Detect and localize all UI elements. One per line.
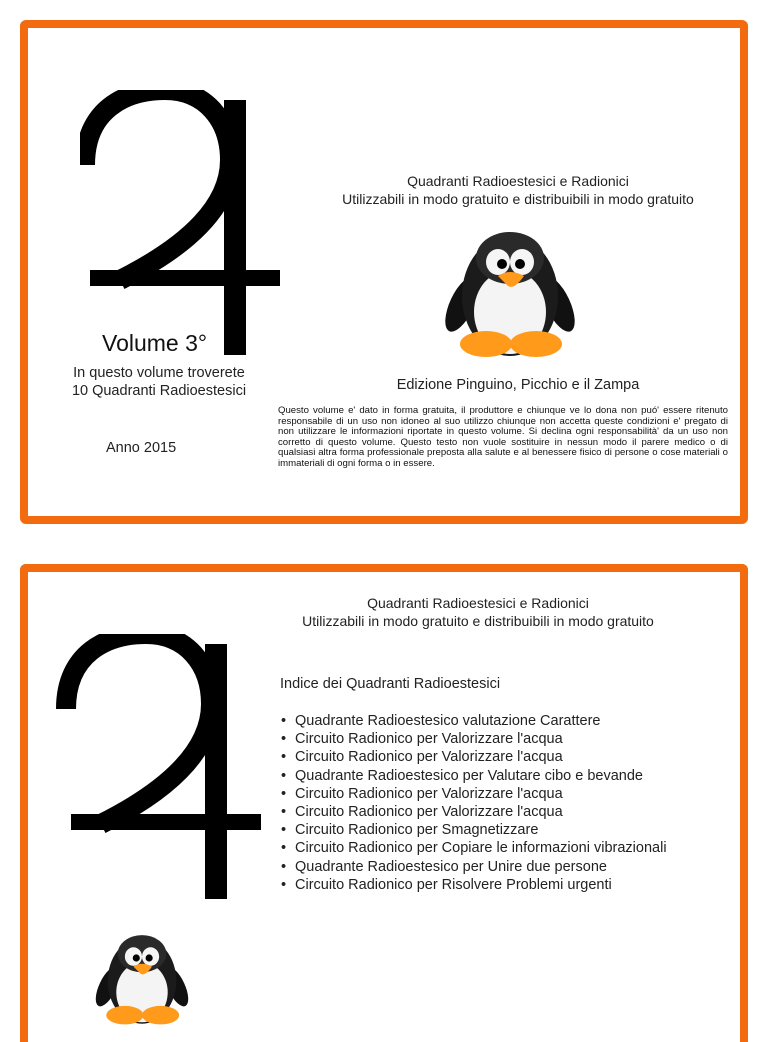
jupiter-symbol-icon [80,90,280,356]
volume-description [44,364,274,400]
edition-label: Edizione Pinguino, Picchio e il Zampa [396,377,640,393]
list-item: • Circuito Radionico per Risolvere Problemi urgenti [279,876,667,894]
penguin-mascot-icon [440,224,580,365]
header-line-1: Quadranti Radioestesici e Radionici [367,595,589,611]
volume-desc-line-1: In questo volume troverete [73,365,245,381]
document-header [278,172,758,208]
index-list [279,712,667,894]
jupiter-symbol-icon [50,634,272,900]
list-item: • Quadrante Radioestesico per Valutare cibo e bevande [279,767,667,785]
list-item: • Circuito Radionico per Valorizzare l'acqua [279,785,667,803]
penguin-mascot-icon [92,928,192,1033]
index-title: Indice dei Quadranti Radioestesici [280,676,501,692]
list-item: • Quadrante Radioestesico per Unire due persone [279,858,667,876]
header-line-1: Quadranti Radioestesici e Radionici [407,173,629,189]
document-header [228,594,728,630]
volume-title: Volume 3° [102,330,208,356]
header-line-2: Utilizzabili in modo gratuito e distribuibili in modo gratuito [342,191,694,207]
list-item: • Circuito Radionico per Smagnetizzare [279,821,667,839]
header-line-2: Utilizzabili in modo gratuito e distribuibili in modo gratuito [302,613,654,629]
list-item: • Circuito Radionico per Copiare le informazioni vibrazionali [279,839,667,857]
list-item: • Circuito Radionico per Valorizzare l'acqua [279,730,667,748]
disclaimer-text: Questo volume e' dato in forma gratuita, il produttore e chiunque ve lo dona non puó' essere ritenuto responsabile di un uso non idoneo al suo utilizzo chiunque non accetta queste condizioni e' pregato di non utilizzare le informazioni riportate in questo volume. Si declina ogni responsabilità' da un uso non corretto di questo volume. Questo testo non vuole sostituire in nessun modo il parere medico o di qualsiasi altra forma professionale preposta alla salute e al benessere fisico di persone o cose materiali o immateriali di ogni forma o in essere. [278,405,728,469]
volume-desc-line-2: 10 Quadranti Radioestesici [71,383,247,399]
page-1-card [20,20,748,524]
list-item: • Circuito Radionico per Valorizzare l'acqua [279,803,667,821]
page-2-card [20,564,748,1042]
list-item: • Circuito Radionico per Valorizzare l'acqua [279,748,667,766]
list-item: • Quadrante Radioestesico valutazione Carattere [279,712,667,730]
publication-year: Anno 2015 [106,440,177,456]
